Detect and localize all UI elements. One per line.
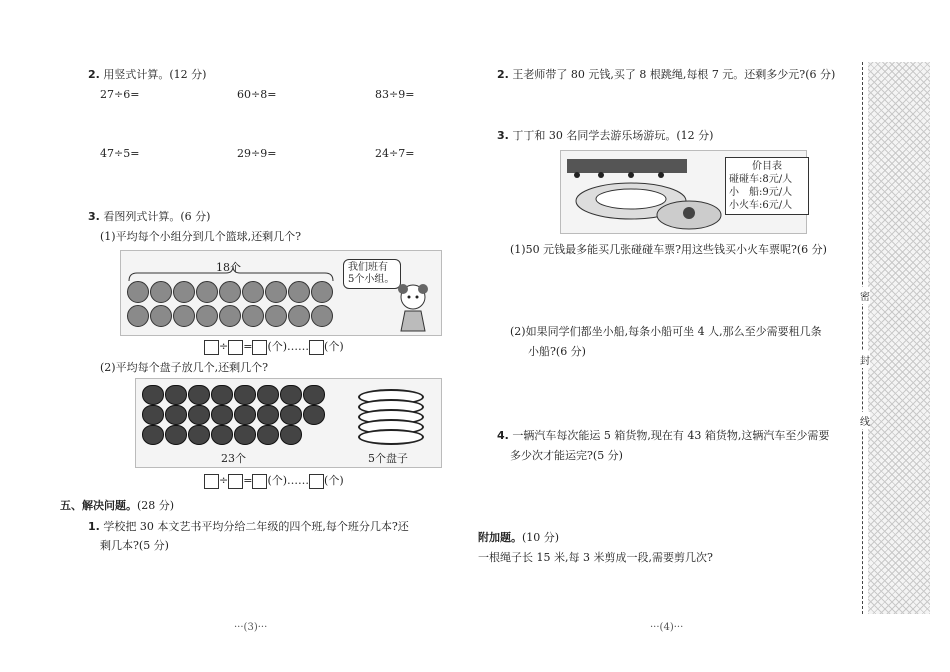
strawberry-icon	[280, 425, 302, 445]
basketball-icon	[150, 305, 172, 327]
answer-box[interactable]	[252, 340, 267, 355]
answer-box[interactable]	[228, 340, 243, 355]
price-row: 小火车:6元/人	[729, 200, 793, 211]
balls-count-label: 18个	[216, 261, 241, 274]
r-q3-sub1: (1)50 元钱最多能买几张碰碰车票?用这些钱买小火车票呢?(6 分)	[510, 243, 827, 256]
strawberry-icon	[280, 405, 302, 425]
strawberry-icon	[234, 425, 256, 445]
binding-strip	[868, 62, 930, 614]
strawberry-icon	[303, 405, 325, 425]
strawberry-icon	[165, 425, 187, 445]
basketball-icon	[196, 305, 218, 327]
basketball-icon	[173, 305, 195, 327]
basketball-icon	[127, 305, 149, 327]
strawberry-count-label: 23个	[221, 452, 246, 465]
r-q4-line2: 多少次才能运完?(5 分)	[510, 449, 623, 462]
strawberry-icon	[165, 385, 187, 405]
q3-sub1: (1)平均每个小组分到几个篮球,还剩几个?	[100, 230, 301, 243]
strawberry-icon	[142, 385, 164, 405]
section5-title: 五、解决问题。(28 分)	[60, 499, 175, 512]
basketball-icon	[242, 305, 264, 327]
basketball-icon	[288, 281, 310, 303]
strawberry-icon	[211, 385, 233, 405]
r-q3-sub2-line2: 小船?(6 分)	[528, 345, 586, 358]
seal-line	[862, 62, 863, 614]
strawberry-icon	[211, 425, 233, 445]
girl-icon	[391, 281, 435, 333]
plate-icon	[358, 429, 424, 445]
basketball-icon	[288, 305, 310, 327]
strawberry-illustration	[135, 378, 442, 468]
basketball-icon	[150, 281, 172, 303]
park-icon	[561, 151, 731, 233]
strawberry-icon	[142, 425, 164, 445]
answer-box[interactable]	[204, 340, 219, 355]
answer-box[interactable]	[309, 340, 324, 355]
r-q3: 3. 丁丁和 30 名同学去游乐场游玩。(12 分)	[497, 129, 714, 142]
calc-item: 24÷7=	[375, 147, 415, 160]
basketball-icon	[196, 281, 218, 303]
strawberry-icon	[211, 405, 233, 425]
q3-sub2: (2)平均每个盘子放几个,还剩几个?	[100, 361, 268, 374]
answer-box[interactable]	[252, 474, 267, 489]
strawberry-icon	[142, 405, 164, 425]
strawberry-icon	[188, 405, 210, 425]
page-number-left: ···(3)···	[234, 622, 268, 633]
seal-char: 密	[860, 287, 870, 304]
basketball-illustration	[120, 250, 442, 336]
extra-question: 一根绳子长 15 米,每 3 米剪成一段,需要剪几次?	[478, 551, 713, 564]
answer-box[interactable]	[204, 474, 219, 489]
page-number-right: ···(4)···	[650, 622, 684, 633]
basketball-icon	[173, 281, 195, 303]
r-q2: 2. 王老师带了 80 元钱,买了 8 根跳绳,每根 7 元。还剩多少元?(6 分)	[497, 68, 836, 81]
strawberry-icon	[188, 425, 210, 445]
price-row: 碰碰车:8元/人	[729, 174, 793, 185]
price-table	[725, 157, 809, 215]
calc-item: 29÷9=	[237, 147, 277, 160]
strawberry-icon	[280, 385, 302, 405]
q2-title: 2. 用竖式计算。(12 分)	[88, 68, 207, 81]
s5-q1-line1: 1. 学校把 30 本文艺书平均分给二年级的四个班,每个班分几本?还	[88, 520, 409, 533]
calc-item: 60÷8=	[237, 88, 277, 101]
seal-char: 封	[860, 351, 870, 368]
strawberry-icon	[234, 405, 256, 425]
basketball-icon	[265, 281, 287, 303]
calc-item: 27÷6=	[100, 88, 140, 101]
basketball-icon	[311, 281, 333, 303]
calc-item: 47÷5=	[100, 147, 140, 160]
r-q4-line1: 4. 一辆汽车每次能运 5 箱货物,现在有 43 箱货物,这辆汽车至少需要	[497, 429, 830, 442]
basketball-icon	[265, 305, 287, 327]
calc-item: 83÷9=	[375, 88, 415, 101]
strawberry-icon	[303, 385, 325, 405]
amusement-park-illustration	[560, 150, 807, 234]
plates-count-label: 5个盘子	[368, 452, 408, 465]
answer-box[interactable]	[309, 474, 324, 489]
r-q3-sub2-line1: (2)如果同学们都坐小船,每条小船可坐 4 人,那么至少需要租几条	[510, 325, 822, 338]
price-table-title: 价目表	[752, 161, 782, 172]
strawberry-icon	[165, 405, 187, 425]
speech-bubble: 我们班有 5个小组。	[343, 259, 401, 289]
q3-title: 3. 看图列式计算。(6 分)	[88, 210, 211, 223]
strawberry-icon	[188, 385, 210, 405]
strawberry-icon	[234, 385, 256, 405]
strawberry-icon	[257, 425, 279, 445]
strawberry-icon	[257, 385, 279, 405]
price-row: 小 船:9元/人	[729, 187, 793, 198]
s5-q1-line2: 剩几本?(5 分)	[100, 539, 169, 552]
seal-char: 线	[860, 412, 870, 429]
basketball-icon	[242, 281, 264, 303]
formula-2: ÷ = (个)…… (个)	[204, 472, 344, 489]
basketball-icon	[127, 281, 149, 303]
formula-1: ÷ = (个)…… (个)	[204, 338, 344, 355]
extra-title: 附加题。(10 分)	[478, 531, 560, 544]
strawberry-icon	[257, 405, 279, 425]
basketball-icon	[219, 281, 241, 303]
basketball-icon	[219, 305, 241, 327]
answer-box[interactable]	[228, 474, 243, 489]
basketball-icon	[311, 305, 333, 327]
